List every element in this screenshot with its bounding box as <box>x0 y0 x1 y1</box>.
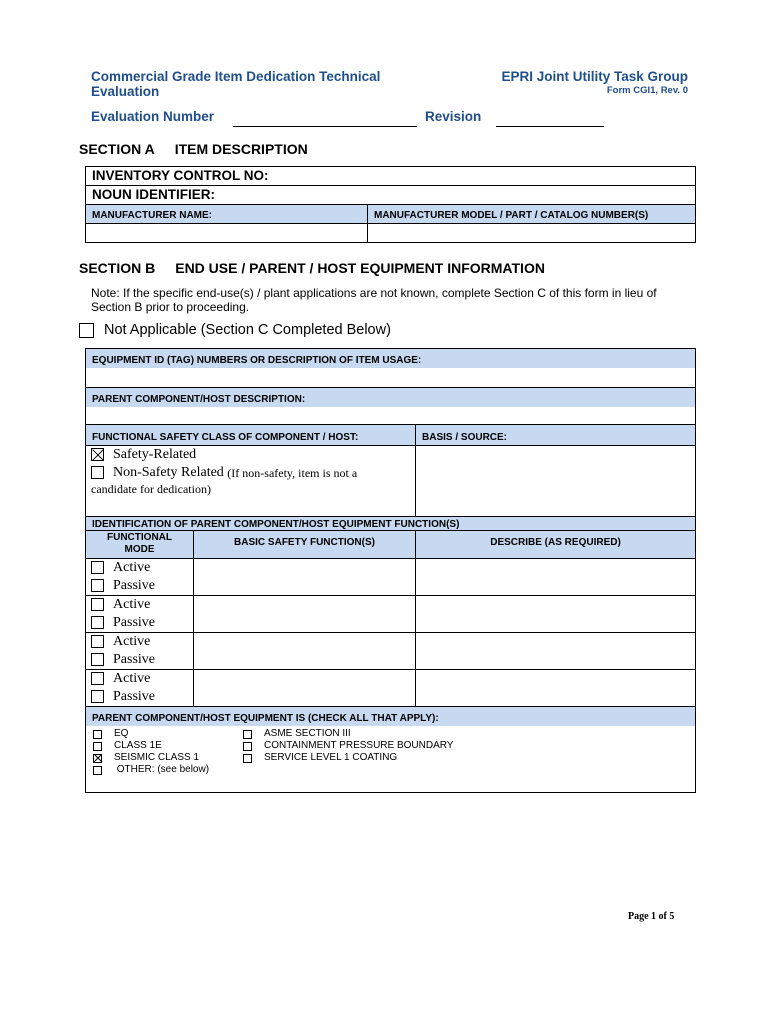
equipment-id-header: EQUIPMENT ID (TAG) NUMBERS OR DESCRIPTION OF ITEM USAGE: <box>86 349 696 369</box>
evaluation-number-field[interactable] <box>233 126 417 127</box>
section-b-note: Note: If the specific end-use(s) / plant applications are not known, complete Section C of this form in lieu of Section B prior to proceeding. <box>91 286 657 314</box>
describe-field[interactable] <box>416 558 696 595</box>
describe-field[interactable] <box>416 632 696 669</box>
passive-checkbox[interactable] <box>91 616 104 629</box>
basic-safety-functions-header: BASIC SAFETY FUNCTION(S) <box>194 530 416 558</box>
section-b-heading <box>79 260 545 276</box>
evaluation-number-label: Evaluation Number <box>91 109 215 124</box>
manufacturer-name-field[interactable] <box>86 224 368 243</box>
active-checkbox[interactable] <box>91 561 104 574</box>
safety-class-options <box>86 445 416 516</box>
basic-safety-function-field[interactable] <box>194 558 416 595</box>
active-option[interactable]: Active <box>91 633 188 651</box>
other-option[interactable]: OTHER: (see below) <box>93 764 243 776</box>
end-use-table <box>85 348 696 793</box>
passive-option[interactable]: Passive <box>91 614 188 632</box>
service-level-1-coating-option[interactable]: SERVICE LEVEL 1 COATING <box>243 752 453 764</box>
functional-mode-cell <box>86 669 194 706</box>
safety-related-option[interactable] <box>91 446 410 464</box>
safety-related-label: Safety-Related <box>113 446 197 462</box>
table-row <box>86 632 696 669</box>
parent-is-header: PARENT COMPONENT/HOST EQUIPMENT IS (CHECK ALL THAT APPLY): <box>86 706 696 726</box>
table-row <box>86 558 696 595</box>
passive-checkbox[interactable] <box>91 579 104 592</box>
passive-option[interactable]: Passive <box>91 651 188 669</box>
functional-mode-cell <box>86 558 194 595</box>
table-row <box>86 595 696 632</box>
seismic-class-1-option[interactable]: SEISMIC CLASS 1 <box>93 752 243 764</box>
parent-description-header: PARENT COMPONENT/HOST DESCRIPTION: <box>86 387 696 407</box>
noun-identifier-field[interactable] <box>86 186 696 205</box>
inventory-control-label: INVENTORY CONTROL NO: <box>92 168 269 183</box>
section-b-title: END USE / PARENT / HOST EQUIPMENT INFORMATION <box>175 260 545 276</box>
service-level-1-coating-checkbox[interactable] <box>243 754 252 763</box>
identification-header: IDENTIFICATION OF PARENT COMPONENT/HOST EQUIPMENT FUNCTION(S) <box>86 516 696 530</box>
organization-name: EPRI Joint Utility Task Group <box>501 69 688 84</box>
parent-is-checklist <box>86 726 696 792</box>
noun-identifier-label: NOUN IDENTIFIER: <box>92 187 215 202</box>
section-b-letter: SECTION B <box>79 260 156 276</box>
active-option[interactable]: Active <box>91 596 188 614</box>
functional-mode-cell <box>86 632 194 669</box>
active-option[interactable]: Active <box>91 559 188 577</box>
manufacturer-model-header: MANUFACTURER MODEL / PART / CATALOG NUMBER(S) <box>368 205 696 224</box>
other-checkbox[interactable] <box>93 766 102 775</box>
containment-pressure-boundary-checkbox[interactable] <box>243 742 252 751</box>
class-1e-option[interactable]: CLASS 1E <box>93 740 243 752</box>
manufacturer-model-field[interactable] <box>368 224 696 243</box>
page-number: Page 1 of 5 <box>628 911 675 922</box>
form-id: Form CGI1, Rev. 0 <box>606 85 688 96</box>
passive-option[interactable]: Passive <box>91 577 188 595</box>
functional-mode-header: FUNCTIONAL MODE <box>86 530 194 558</box>
non-safety-related-checkbox[interactable] <box>91 466 104 479</box>
functional-mode-cell <box>86 595 194 632</box>
active-checkbox[interactable] <box>91 672 104 685</box>
item-description-table <box>85 166 696 243</box>
basic-safety-function-field[interactable] <box>194 669 416 706</box>
checklist-left-column <box>93 728 243 776</box>
not-applicable-label: Not Applicable (Section C Completed Below) <box>104 322 391 338</box>
describe-header: DESCRIBE (AS REQUIRED) <box>416 530 696 558</box>
containment-pressure-boundary-option[interactable]: CONTAINMENT PRESSURE BOUNDARY <box>243 740 453 752</box>
basis-source-header: BASIS / SOURCE: <box>416 424 696 445</box>
passive-checkbox[interactable] <box>91 690 104 703</box>
asme-section-iii-checkbox[interactable] <box>243 730 252 739</box>
eq-checkbox[interactable] <box>93 730 102 739</box>
not-applicable-option[interactable] <box>79 322 391 338</box>
checklist-right-column <box>243 728 453 776</box>
not-applicable-checkbox[interactable] <box>79 323 94 338</box>
revision-label: Revision <box>425 109 482 124</box>
safety-related-checkbox[interactable] <box>91 448 104 461</box>
non-safety-related-label: Non-Safety Related <box>113 464 224 480</box>
section-a-title: ITEM DESCRIPTION <box>174 141 308 157</box>
eq-option[interactable]: EQ <box>93 728 243 740</box>
inventory-control-field[interactable] <box>86 167 696 186</box>
functional-safety-class-header: FUNCTIONAL SAFETY CLASS OF COMPONENT / HOST: <box>86 424 416 445</box>
active-option[interactable]: Active <box>91 670 188 688</box>
passive-checkbox[interactable] <box>91 653 104 666</box>
describe-field[interactable] <box>416 595 696 632</box>
section-a-heading <box>79 141 308 157</box>
active-checkbox[interactable] <box>91 635 104 648</box>
asme-section-iii-option[interactable]: ASME SECTION III <box>243 728 453 740</box>
section-a-letter: SECTION A <box>79 141 155 157</box>
form-title: Commercial Grade Item Dedication Technical Evaluation <box>91 69 381 99</box>
revision-field[interactable] <box>496 126 604 127</box>
parent-description-field[interactable] <box>86 407 696 424</box>
basis-source-field[interactable] <box>416 445 696 516</box>
class-1e-checkbox[interactable] <box>93 742 102 751</box>
passive-option[interactable]: Passive <box>91 688 188 706</box>
basic-safety-function-field[interactable] <box>194 595 416 632</box>
equipment-id-field[interactable] <box>86 368 696 387</box>
active-checkbox[interactable] <box>91 598 104 611</box>
seismic-class-1-checkbox[interactable] <box>93 754 102 763</box>
non-safety-note-continued: candidate for dedication) <box>91 481 211 496</box>
describe-field[interactable] <box>416 669 696 706</box>
manufacturer-name-header: MANUFACTURER NAME: <box>86 205 368 224</box>
non-safety-note: (If non-safety, item is not a <box>227 465 358 480</box>
basic-safety-function-field[interactable] <box>194 632 416 669</box>
table-row <box>86 669 696 706</box>
non-safety-related-option[interactable] <box>91 464 410 482</box>
